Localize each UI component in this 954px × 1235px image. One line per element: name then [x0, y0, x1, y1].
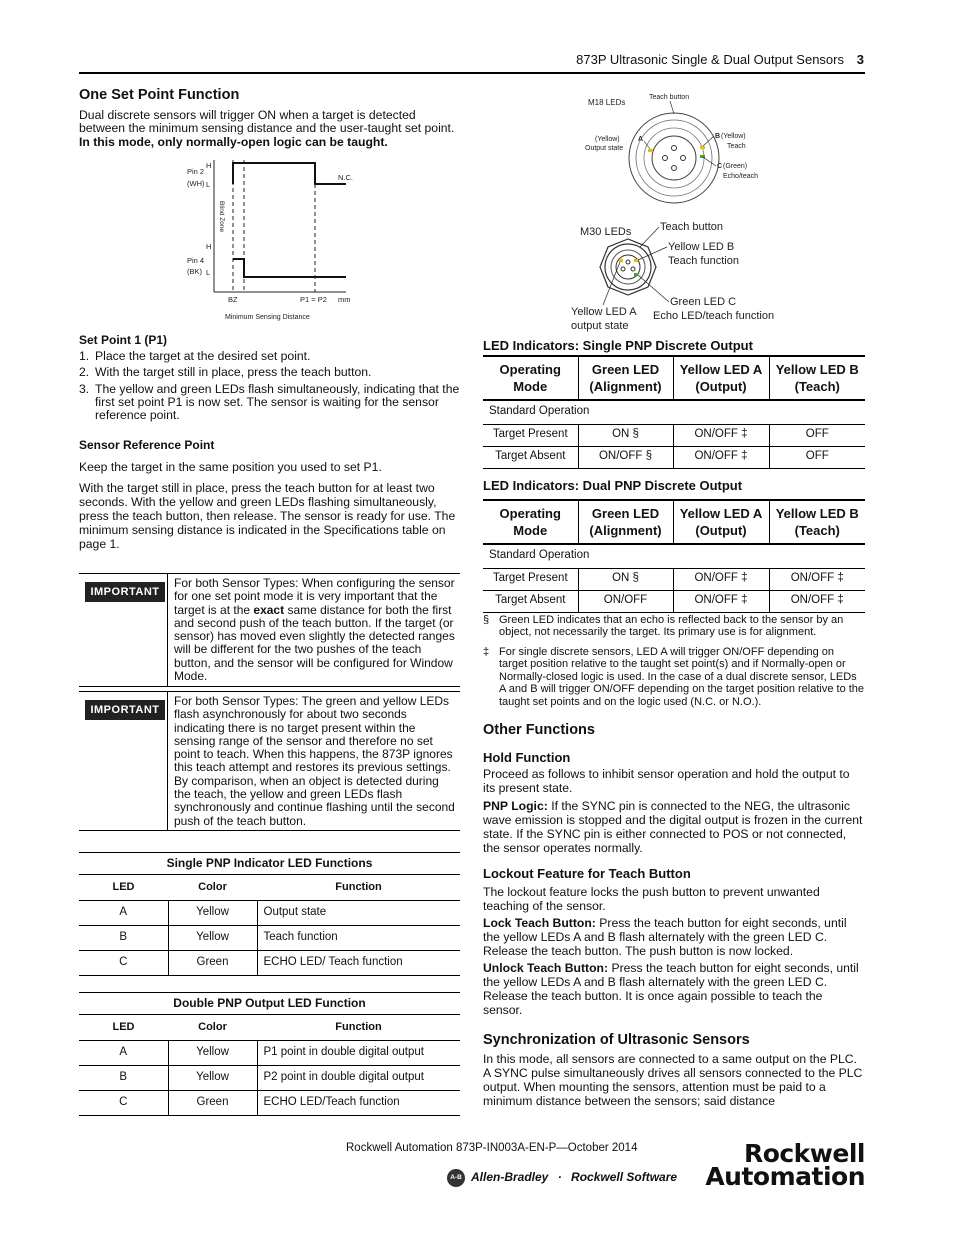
m30-pin	[631, 267, 635, 271]
m30-green-c-label: Green LED C	[670, 296, 737, 308]
single-table-caption: Single PNP Indicator LED Functions	[79, 853, 460, 875]
m18-inner-ring	[644, 128, 704, 188]
m30-yellow-a-label: Yellow LED A	[571, 306, 637, 318]
m18-pin	[672, 146, 677, 151]
col-header-green-led: Green LED (Alignment)	[578, 356, 673, 400]
pnp-logic-paragraph: PNP Logic: If the SYNC pin is connected to the NEG, the ultrasonic wave emission is stopped and the digital output is frozen in the current state. If the SYNC pin is either connected to POS or not connected, the sensor operates normally.	[483, 799, 863, 855]
m18-a-label: A	[638, 136, 644, 143]
running-header-title: 873P Ultrasonic Single & Dual Output Sensors	[576, 52, 844, 67]
important-note-2-text: For both Sensor Types: The green and yellow LEDs flash asynchronously for about two seconds indicating there is no target present within the sensing range of the sensor and therefore no set point to teach. When this happens, the 873P ignores this teach attempt and restores its previous settings. By comparison, when an object is detected during the teach, the yellow and green LEDs flash synchronously and continue flashing until the second push of the teach button.	[167, 692, 460, 830]
single-led-table-title: LED Indicators: Single PNP Discrete Output	[483, 338, 753, 353]
step-item: 2. With the target still in place, press the teach button.	[79, 365, 372, 380]
lock-teach-paragraph: Lock Teach Button: Press the teach button for eight seconds, until the yellow LEDs A and B flash alternately with the green LED C. Release the teach button. The push button is now locked.	[483, 916, 847, 958]
hold-function-title: Hold Function	[483, 750, 571, 765]
m18-c-leader	[703, 157, 716, 166]
double-pnp-led-table	[79, 992, 460, 1116]
m30-pin	[621, 267, 625, 271]
nc-label: N.C.	[338, 173, 353, 182]
other-functions-title: Other Functions	[483, 722, 595, 738]
footnote-double-dagger: ‡ For single discrete sensors, LED A will trigger ON/OFF depending on target position relative to the taught set point(s) and if Normally-open or Normally-closed logic is used. In the case of a dual discrete sensor, LEDs A and B will trigger ON/OFF depending on the target position relative to the taught set points and on the logic used (N.C. or N.O.).	[483, 646, 865, 708]
table-row: Target Present ON § ON/OFF ‡ OFF	[483, 424, 865, 446]
m30-green-c-desc: Echo LED/teach function	[653, 310, 775, 322]
pin2-h-label: H	[206, 161, 212, 170]
col-header-color: Color	[168, 875, 257, 901]
pin4-bk-label: (BK)	[187, 267, 202, 276]
m18-led-diagram	[578, 88, 778, 208]
m18-led-b-icon	[700, 146, 705, 149]
important-badge: IMPORTANT	[85, 700, 165, 720]
section-title-one-set-point: One Set Point Function	[79, 87, 240, 103]
m18-b-desc: Teach	[727, 143, 746, 150]
m30-yellow-b-desc: Teach function	[668, 255, 739, 267]
col-header-yellow-led-b: Yellow LED B (Teach)	[769, 500, 865, 544]
m18-b-yellow: (Yellow)	[721, 133, 746, 140]
allen-bradley-brand: Allen-Bradley · Rockwell Software	[471, 1170, 678, 1184]
lockout-paragraph: The lockout feature locks the push button to prevent unwanted teaching of the sensor.	[483, 885, 820, 913]
col-header-function: Function	[257, 875, 460, 901]
m30-yellow-a-desc: output state	[571, 320, 629, 332]
important-note-1	[79, 573, 460, 687]
pin2-l-label: L	[206, 180, 211, 189]
m30-led-a-icon	[619, 259, 623, 262]
pin2-waveform	[233, 163, 346, 184]
m30-title: M30 LEDs	[580, 226, 632, 238]
m18-b-leader	[703, 136, 714, 146]
mm-label: mm	[338, 295, 351, 304]
table-row: C Green ECHO LED/Teach function	[79, 1091, 460, 1116]
intro-bold-text: In this mode, only normally-open logic can be taught.	[79, 134, 388, 149]
min-sensing-distance-label: Minimum Sensing Distance	[225, 314, 310, 321]
single-pnp-discrete-led-table	[483, 355, 865, 469]
intro-paragraph	[79, 109, 459, 149]
header-rule	[79, 72, 865, 74]
m18-outer-ring	[629, 113, 719, 203]
col-header-function: Function	[257, 1015, 460, 1041]
m18-a-desc: Output state	[585, 145, 624, 152]
col-header-operating-mode: Operating Mode	[483, 356, 578, 400]
col-header-yellow-led-a: Yellow LED A (Output)	[673, 500, 769, 544]
reference-point-title: Sensor Reference Point	[79, 438, 215, 452]
bz-label: BZ	[228, 295, 238, 304]
p1p2-label: P1 = P2	[300, 295, 327, 304]
m30-led-diagram	[568, 215, 788, 335]
sync-paragraph: In this mode, all sensors are connected to a same output on the PLC. A SYNC pulse simultaneously drives all sensors connected to the PLC output. When mounting the sensors, attention must be paid to a minimum distance between the sensors; said distance	[483, 1052, 863, 1108]
hold-paragraph: Proceed as follows to inhibit sensor operation and hold the output to its present state.	[483, 767, 850, 795]
pin4-l-label: L	[206, 268, 211, 277]
col-header-yellow-led-a: Yellow LED A (Output)	[673, 356, 769, 400]
table-row: B Yellow P2 point in double digital output	[79, 1066, 460, 1091]
rockwell-automation-logo: Rockwell Automation	[705, 1139, 865, 1191]
lockout-title: Lockout Feature for Teach Button	[483, 866, 691, 881]
important-note-1-text: For both Sensor Types: When configuring the sensor for one set point mode it is very important that the target is at the exact same distance for both the first and second push of the teach button. If the target (or sensor) has moved even slightly the detected ranges will be different for the two pushes of the teach button, and the sensor will be configured for Window Mode.	[167, 574, 460, 686]
unlock-teach-paragraph: Unlock Teach Button: Press the teach button for eight seconds, until the yellow LEDs A and B flash alternately with the green LED C. Release the teach button. It is once again possible to teach the sensor.	[483, 961, 859, 1017]
m18-a-leader	[644, 141, 650, 149]
sync-title: Synchronization of Ultrasonic Sensors	[483, 1032, 750, 1048]
m30-yellow-b-label: Yellow LED B	[668, 241, 735, 253]
m18-c-label: C	[717, 163, 723, 170]
m30-led-b-icon	[634, 259, 638, 262]
m30-teach-leader	[640, 227, 659, 247]
col-header-led: LED	[79, 875, 168, 901]
m18-b-label: B	[715, 133, 721, 140]
m18-led-a-icon	[648, 149, 653, 152]
m18-title: M18 LEDs	[588, 98, 626, 107]
col-header-yellow-led-b: Yellow LED B (Teach)	[769, 356, 865, 400]
reference-paragraph-2: With the target still in place, press the teach button for at least two seconds. With the yellow and green LEDs flashing simultaneously, press the teach button, then release. The sensor is ready for use. The minimum sensing distance is indicated in the Specifications table on page 1.	[79, 481, 456, 551]
m18-pin	[681, 156, 686, 161]
footer-publication: Rockwell Automation 873P-IN003A-EN-P—October 2014	[346, 1142, 638, 1154]
m18-a-yellow: (Yellow)	[595, 136, 620, 143]
step-item: 3. The yellow and green LEDs flash simultaneously, indicating that the first set point P1 is now set. The sensor is waiting for the sensor reference point.	[79, 381, 460, 423]
table-row: Target Absent ON/OFF § ON/OFF ‡ OFF	[483, 446, 865, 468]
intro-text: Dual discrete sensors will trigger ON when a target is detected between the minimum sensing distance and the user-taught set point.	[79, 108, 455, 136]
table-row: A Yellow P1 point in double digital output	[79, 1041, 460, 1066]
m18-pin	[672, 166, 677, 171]
m18-c-green: (Green)	[723, 163, 748, 170]
col-header-operating-mode: Operating Mode	[483, 500, 578, 544]
m30-led-c-icon	[634, 273, 638, 276]
pin4-waveform	[233, 259, 346, 277]
footnote-section-sign: § Green LED indicates that an echo is reflected back to the sensor by an object, not necessarily the target. Its primary use is for alignment.	[483, 614, 844, 639]
pin2-label: Pin 2	[187, 167, 205, 176]
dual-pnp-discrete-led-table	[483, 499, 865, 613]
m18-teach-button-label: Teach button	[649, 94, 690, 101]
page-number: 3	[856, 52, 864, 67]
setpoint-title: Set Point 1 (P1)	[79, 333, 168, 347]
setpoint-steps	[79, 350, 461, 422]
single-pnp-led-table	[79, 852, 460, 976]
standard-operation-row: Standard Operation	[483, 544, 865, 568]
table-row: Target Absent ON/OFF ON/OFF ‡ ON/OFF ‡	[483, 590, 865, 612]
important-note-2	[79, 691, 460, 831]
m18-pin	[663, 156, 668, 161]
col-header-led: LED	[79, 1015, 168, 1041]
table-row: C Green ECHO LED/ Teach function	[79, 951, 460, 976]
reference-paragraph-1: Keep the target in the same position you used to set P1.	[79, 460, 382, 474]
table-row: B Yellow Teach function	[79, 926, 460, 951]
m30-pin	[626, 260, 630, 264]
m18-connector	[652, 136, 696, 180]
m18-teach-leader	[670, 101, 674, 114]
pin4-label: Pin 4	[187, 256, 205, 265]
table-row: Target Present ON § ON/OFF ‡ ON/OFF ‡	[483, 568, 865, 590]
m30-teach-button-label: Teach button	[660, 221, 723, 233]
dual-led-table-title: LED Indicators: Dual PNP Discrete Output	[483, 478, 743, 493]
standard-operation-row: Standard Operation	[483, 400, 865, 424]
double-table-caption: Double PNP Output LED Function	[79, 993, 460, 1015]
pin4-h-label: H	[206, 242, 212, 251]
col-header-green-led: Green LED (Alignment)	[578, 500, 673, 544]
timing-diagram	[180, 155, 360, 325]
allen-bradley-badge-icon: A-B	[447, 1169, 465, 1187]
table-row: A Yellow Output state	[79, 901, 460, 926]
col-header-color: Color	[168, 1015, 257, 1041]
pin2-wh-label: (WH)	[187, 179, 205, 188]
blind-zone-label: Blind Zone	[218, 201, 225, 233]
m18-c-desc: Echo/teach	[723, 173, 759, 180]
step-item: 1. Place the target at the desired set point.	[79, 349, 311, 363]
important-badge: IMPORTANT	[85, 582, 165, 602]
m30-hex-nut	[600, 239, 656, 295]
